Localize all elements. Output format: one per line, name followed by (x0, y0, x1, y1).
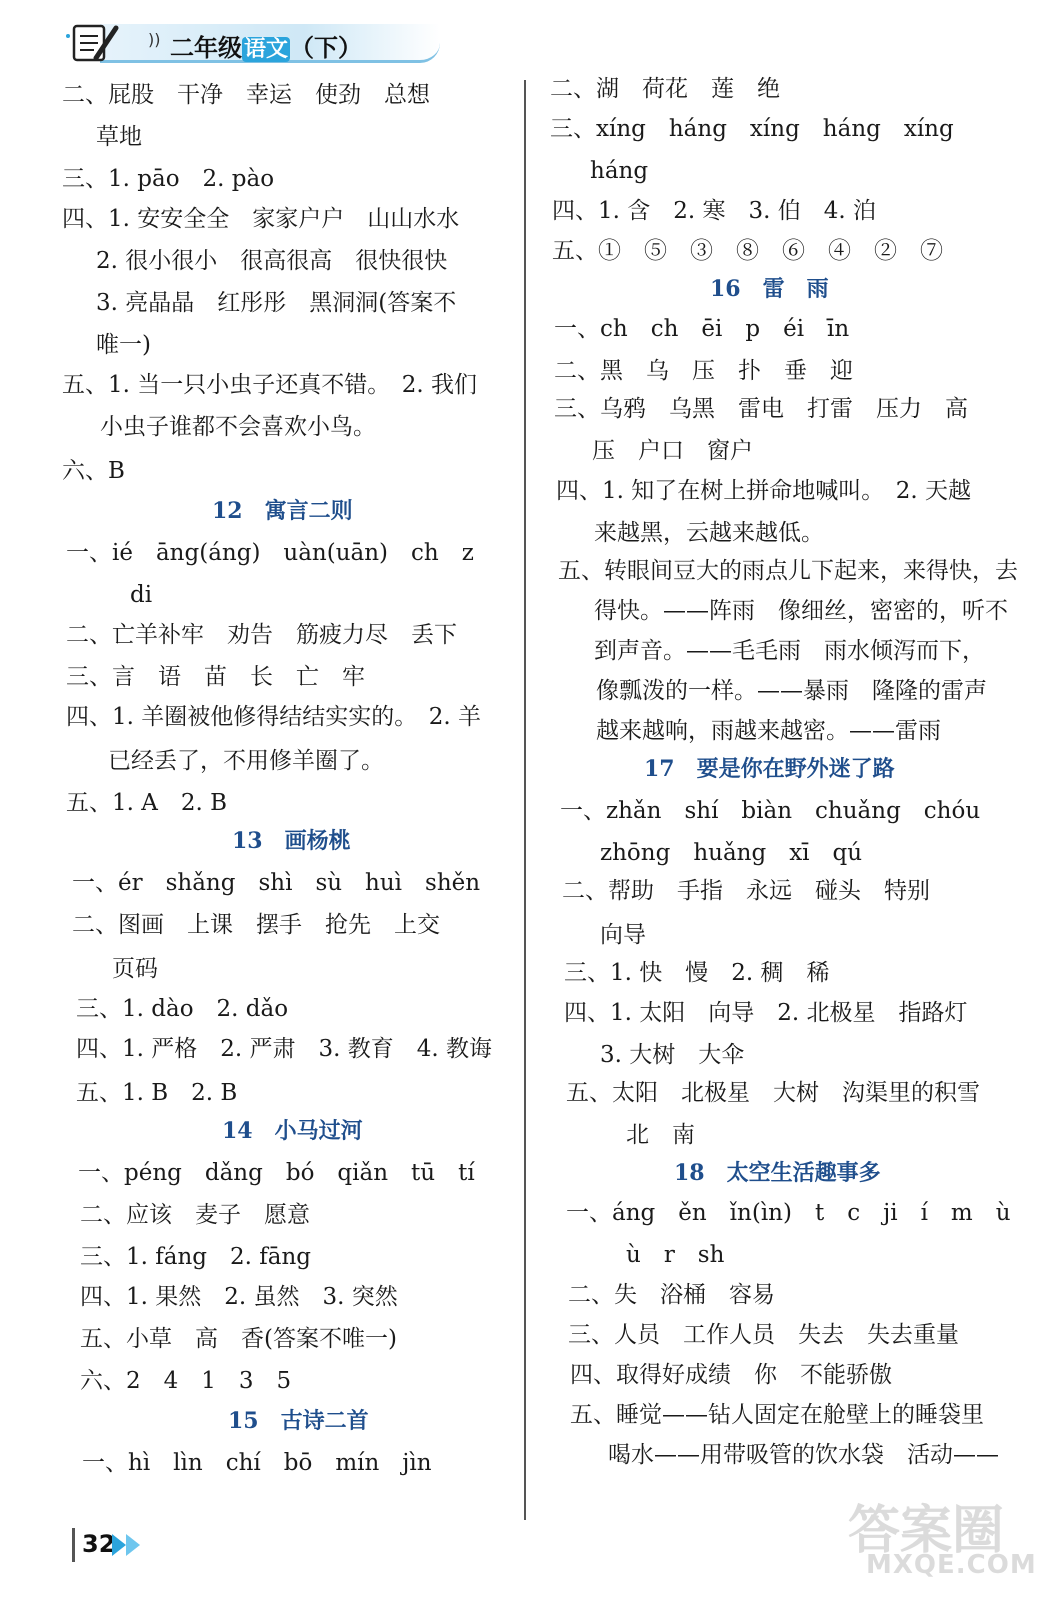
answer-line: 五、太阳 北极星 大树 沟渠里的积雪 (566, 1080, 980, 1106)
column-divider (524, 80, 526, 1520)
answer-line: 一、ié āng(áng) uàn(uān) ch z (66, 540, 474, 566)
page-number-text: 32 (82, 1530, 116, 1558)
answer-line: 四、取得好成绩 你 不能骄傲 (570, 1362, 892, 1388)
page-number (72, 1528, 152, 1562)
answer-line: 四、1. 安安全全 家家户户 山山水水 (62, 206, 460, 232)
answer-line: 3. 亮晶晶 红彤彤 黑洞洞(答案不 (96, 290, 457, 316)
answer-line: 三、1. fáng 2. fāng (80, 1244, 312, 1270)
answer-line: 六、B (62, 458, 125, 484)
answer-line: 三、1. dào 2. dǎo (76, 996, 289, 1022)
answer-line: 到声音。——毛毛雨 雨水倾泻而下， (594, 638, 985, 664)
answer-line: 五、1. A 2. B (66, 790, 228, 816)
answer-line: 四、1. 太阳 向导 2. 北极星 指路灯 (564, 1000, 968, 1026)
answer-line: 一、ér shǎng shì sù huì shěn (72, 870, 481, 896)
header-title-term: （下） (290, 34, 363, 62)
answer-line: 三、言 语 苗 长 亡 牢 (66, 664, 365, 690)
header-title-grade: 二年级 (170, 34, 242, 62)
answer-line: 一、hì lìn chí bō mín jìn (82, 1450, 432, 1476)
answer-line: 一、zhǎn shí biàn chuǎng chóu (560, 798, 981, 824)
answer-line: 二、湖 荷花 莲 绝 (550, 76, 780, 102)
answer-line: 六、2 4 1 3 5 (80, 1368, 292, 1394)
answer-line: 三、1. 快 慢 2. 稠 稀 (564, 960, 830, 986)
answer-line: 来越黑，云越来越低。 (594, 520, 824, 546)
watermark-url: MXQE.COM (866, 1550, 1037, 1580)
answer-line: háng (590, 158, 649, 184)
answer-line: 3. 大树 大伞 (600, 1042, 745, 1068)
watermark (828, 1488, 1037, 1588)
header-title-subject: 语文 (244, 37, 289, 62)
answer-line: 草地 (96, 124, 142, 150)
answer-line: 2. 很小很小 很高很高 很快很快 (96, 248, 448, 274)
answer-line: 三、xíng háng xíng háng xíng (550, 116, 954, 142)
answer-line: 二、帮助 手指 永远 碰头 特别 (562, 878, 930, 904)
answer-line: 一、ch ch ēi p éi īn (554, 316, 850, 342)
page-header (60, 18, 440, 66)
answer-line: 二、图画 上课 摆手 抢先 上交 (72, 912, 440, 938)
notebook-pencil-icon (60, 18, 124, 66)
answer-line: 页码 (112, 956, 158, 982)
answer-line: 喝水——用带吸管的饮水袋 活动—— (608, 1442, 999, 1468)
watermark-logo-text: 答案圈 (848, 1501, 1005, 1561)
header-title (170, 28, 362, 63)
answer-line: 二、黑 乌 压 扑 垂 迎 (554, 358, 853, 384)
page-arrow-icon (112, 1534, 126, 1556)
answer-line: 像瓢泼的一样。——暴雨 隆隆的雷声 (596, 678, 987, 704)
answer-line: zhōng huǎng xī qú (600, 840, 863, 866)
answer-line: 四、1. 羊圈被他修得结结实实的。 2. 羊 (66, 704, 482, 730)
answer-line: 压 户口 窗户 (592, 438, 753, 464)
lesson-heading: 13 画杨桃 (232, 828, 351, 854)
page-number-bar (72, 1528, 75, 1562)
answer-line: 五、转眼间豆大的雨点儿下起来，来得快，去 (558, 558, 1018, 584)
answer-line: 四、1. 知了在树上拼命地喊叫。 2. 天越 (556, 478, 972, 504)
answer-line: 一、áng ěn ǐn(ìn) t c ji í m ù (566, 1200, 1011, 1226)
answer-line: 唯一) (96, 332, 151, 358)
answer-line: 二、失 浴桶 容易 (568, 1282, 775, 1308)
answer-line: 向导 (600, 922, 646, 948)
answer-line: 四、1. 严格 2. 严肃 3. 教育 4. 教诲 (76, 1036, 493, 1062)
lesson-heading: 18 太空生活趣事多 (674, 1160, 881, 1186)
lesson-heading: 16 雷 雨 (710, 276, 829, 302)
answer-line: 五、小草 高 香(答案不唯一) (80, 1326, 397, 1352)
lesson-heading: 12 寓言二则 (212, 498, 353, 524)
answer-line: 小虫子谁都不会喜欢小鸟。 (100, 414, 376, 440)
header-sound-mark: )) (148, 30, 161, 49)
answer-line: 四、1. 含 2. 寒 3. 伯 4. 泊 (552, 198, 877, 224)
answer-line: 五、1. 当一只小虫子还真不错。 2. 我们 (62, 372, 478, 398)
answer-line: 五、① ⑤ ③ ⑧ ⑥ ④ ② ⑦ (552, 238, 943, 264)
answer-line: 三、人员 工作人员 失去 失去重量 (568, 1322, 959, 1348)
page-arrow-icon (126, 1534, 140, 1556)
answer-line: 北 南 (626, 1122, 695, 1148)
answer-line: di (130, 582, 153, 608)
answer-line: 五、睡觉——钻人固定在舱壁上的睡袋里 (570, 1402, 984, 1428)
answer-line: 一、péng dǎng bó qiǎn tū tí (78, 1160, 475, 1186)
answer-line: 越来越响，雨越来越密。——雷雨 (596, 718, 941, 744)
lesson-heading: 17 要是你在野外迷了路 (644, 756, 895, 782)
lesson-heading: 15 古诗二首 (228, 1408, 369, 1434)
answer-line: 三、乌鸦 乌黑 雷电 打雷 压力 高 (554, 396, 968, 422)
answer-line: 二、亡羊补牢 劝告 筋疲力尽 丢下 (66, 622, 457, 648)
answer-line: 已经丢了，不用修羊圈了。 (108, 748, 384, 774)
answer-line: ù r sh (626, 1242, 725, 1268)
lesson-heading: 14 小马过河 (222, 1118, 363, 1144)
answer-line: 五、1. B 2. B (76, 1080, 238, 1106)
answer-line: 四、1. 果然 2. 虽然 3. 突然 (80, 1284, 398, 1310)
answer-line: 二、屁股 干净 幸运 使劲 总想 (62, 82, 430, 108)
answer-line: 得快。——阵雨 像细丝，密密的，听不 (594, 598, 1008, 624)
answer-line: 二、应该 麦子 愿意 (80, 1202, 310, 1228)
answer-line: 三、1. pāo 2. pào (62, 166, 275, 192)
